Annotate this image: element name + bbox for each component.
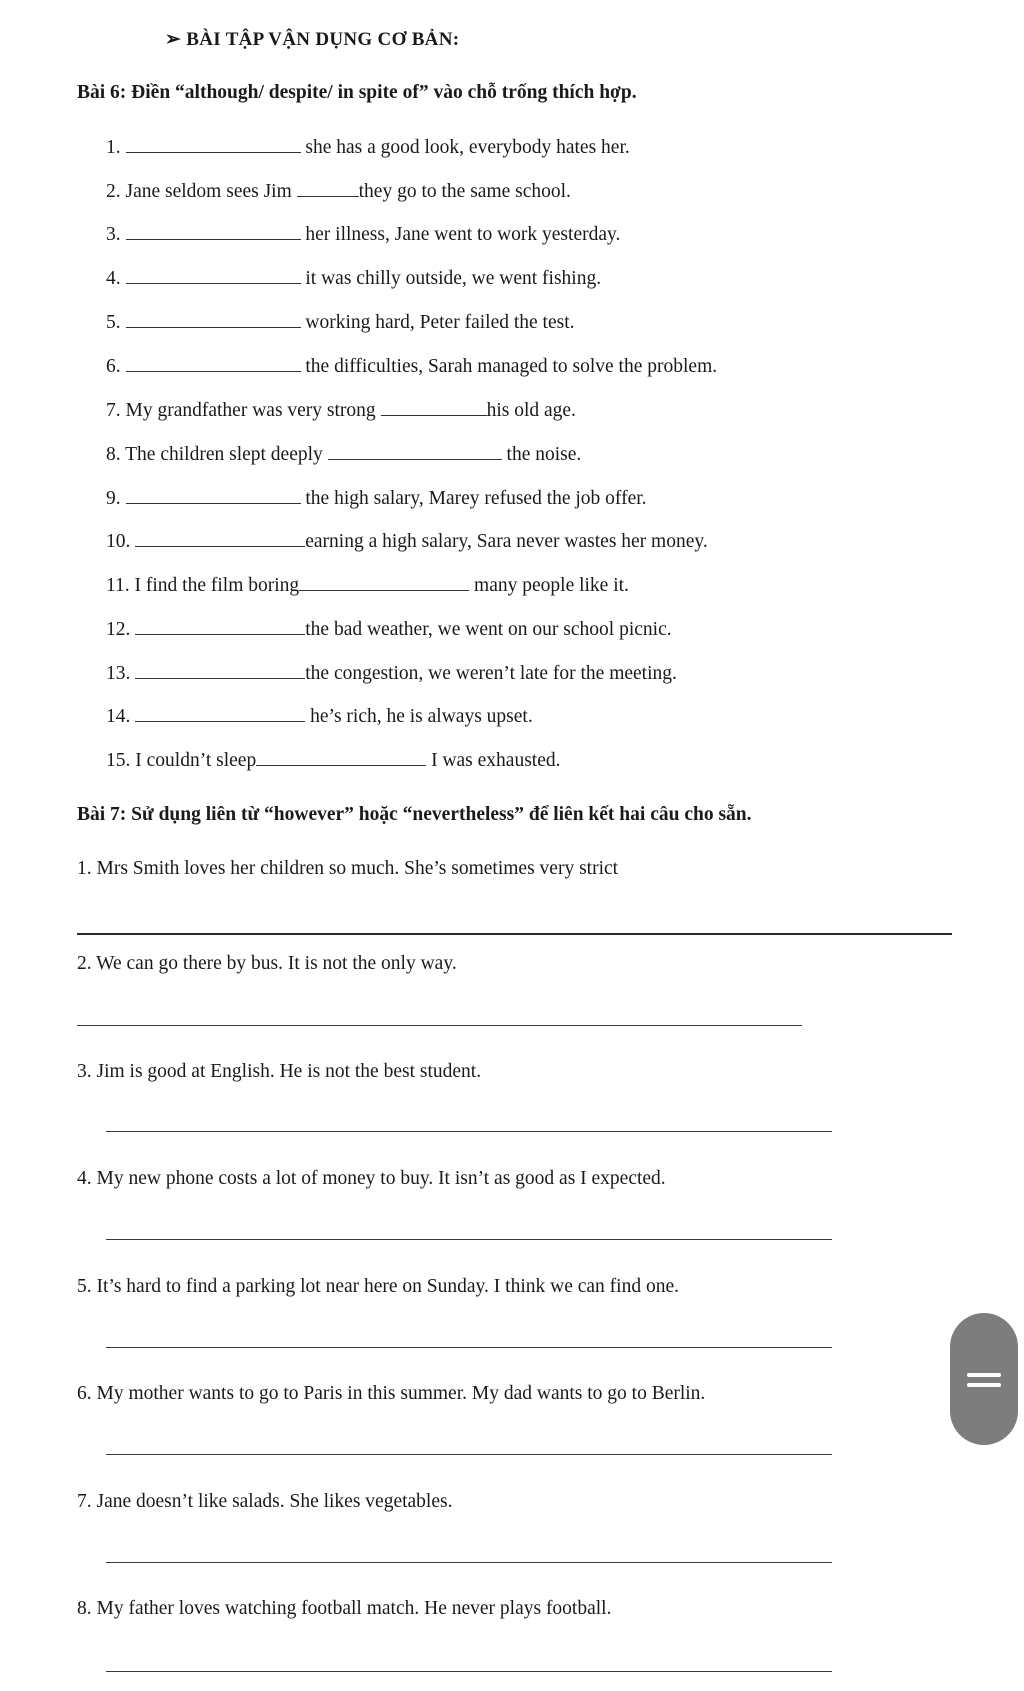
ex6-item-1: 1. she has a good look, everybody hates her. [106, 137, 630, 158]
ex6-item-13: 13. the congestion, we weren’t late for the meeting. [106, 663, 677, 684]
grip-line-icon [967, 1383, 1001, 1387]
answer-blank[interactable] [126, 222, 301, 240]
ex6-item-5: 5. working hard, Peter failed the test. [106, 312, 575, 333]
answer-blank[interactable] [328, 442, 502, 460]
ex6-item-14: 14. he’s rich, he is always upset. [106, 706, 533, 727]
ex7-item-3: 3. Jim is good at English. He is not the best student. [77, 1061, 482, 1082]
ex6-item-7: 7. My grandfather was very strong his old age. [106, 400, 576, 421]
ex6-item-9: 9. the high salary, Marey refused the job offer. [106, 488, 647, 509]
ex7-answer-line-2[interactable] [77, 1025, 802, 1026]
ex6-item-10: 10. earning a high salary, Sara never wastes her money. [106, 531, 708, 552]
ex7-answer-line-3[interactable] [106, 1131, 832, 1132]
section-title: BÀI TẬP VẬN DỤNG CƠ BẢN: [186, 29, 460, 50]
ex7-item-8: 8. My father loves watching football match. He never plays football. [77, 1598, 612, 1619]
answer-blank[interactable] [135, 617, 305, 635]
ex7-answer-line-4[interactable] [106, 1239, 832, 1240]
answer-blank[interactable] [135, 704, 305, 722]
answer-blank[interactable] [126, 135, 301, 153]
ex6-item-2: 2. Jane seldom sees Jim they go to the same school. [106, 181, 571, 202]
ex6-item-4: 4. it was chilly outside, we went fishing. [106, 268, 602, 289]
ex7-answer-line-7[interactable] [106, 1562, 832, 1563]
ex6-item-8: 8. The children slept deeply the noise. [106, 444, 582, 465]
exercise-6-title: Bài 6: Điền “although/ despite/ in spite of” vào chỗ trống thích hợp. [77, 82, 637, 103]
ex6-item-11: 11. I find the film boring many people like it. [106, 575, 629, 596]
ex6-item-12: 12. the bad weather, we went on our school picnic. [106, 619, 672, 640]
arrow-bullet-icon: ➢ [165, 29, 182, 50]
ex7-item-6: 6. My mother wants to go to Paris in this summer. My dad wants to go to Berlin. [77, 1383, 706, 1404]
ex7-item-4: 4. My new phone costs a lot of money to buy. It isn’t as good as I expected. [77, 1168, 666, 1189]
ex7-item-7: 7. Jane doesn’t like salads. She likes vegetables. [77, 1491, 453, 1512]
answer-blank[interactable] [135, 529, 305, 547]
ex6-item-6: 6. the difficulties, Sarah managed to solve the problem. [106, 356, 718, 377]
answer-blank[interactable] [126, 266, 301, 284]
ex7-answer-line-6[interactable] [106, 1454, 832, 1455]
scroll-handle[interactable] [950, 1313, 1018, 1445]
ex7-answer-line-8[interactable] [106, 1671, 832, 1672]
answer-blank[interactable] [256, 748, 426, 766]
exercise-7-title: Bài 7: Sử dụng liên từ “however” hoặc “nevertheless” để liên kết hai câu cho sẵn. [77, 804, 752, 825]
answer-blank[interactable] [381, 398, 487, 416]
answer-blank[interactable] [135, 661, 305, 679]
ex7-item-2: 2. We can go there by bus. It is not the only way. [77, 953, 457, 974]
ex7-item-1: 1. Mrs Smith loves her children so much. She’s sometimes very strict [77, 858, 619, 879]
ex7-answer-line-5[interactable] [106, 1347, 832, 1348]
answer-blank[interactable] [297, 179, 359, 197]
ex6-item-15: 15. I couldn’t sleep I was exhausted. [106, 750, 561, 771]
grip-line-icon [967, 1373, 1001, 1377]
ex7-answer-line-1[interactable] [77, 933, 952, 935]
answer-blank[interactable] [126, 310, 301, 328]
ex7-item-5: 5. It’s hard to find a parking lot near here on Sunday. I think we can find one. [77, 1276, 679, 1297]
answer-blank[interactable] [126, 354, 301, 372]
answer-blank[interactable] [299, 573, 469, 591]
section-heading [165, 28, 459, 52]
answer-blank[interactable] [126, 486, 301, 504]
ex6-item-3: 3. her illness, Jane went to work yesterday. [106, 224, 621, 245]
